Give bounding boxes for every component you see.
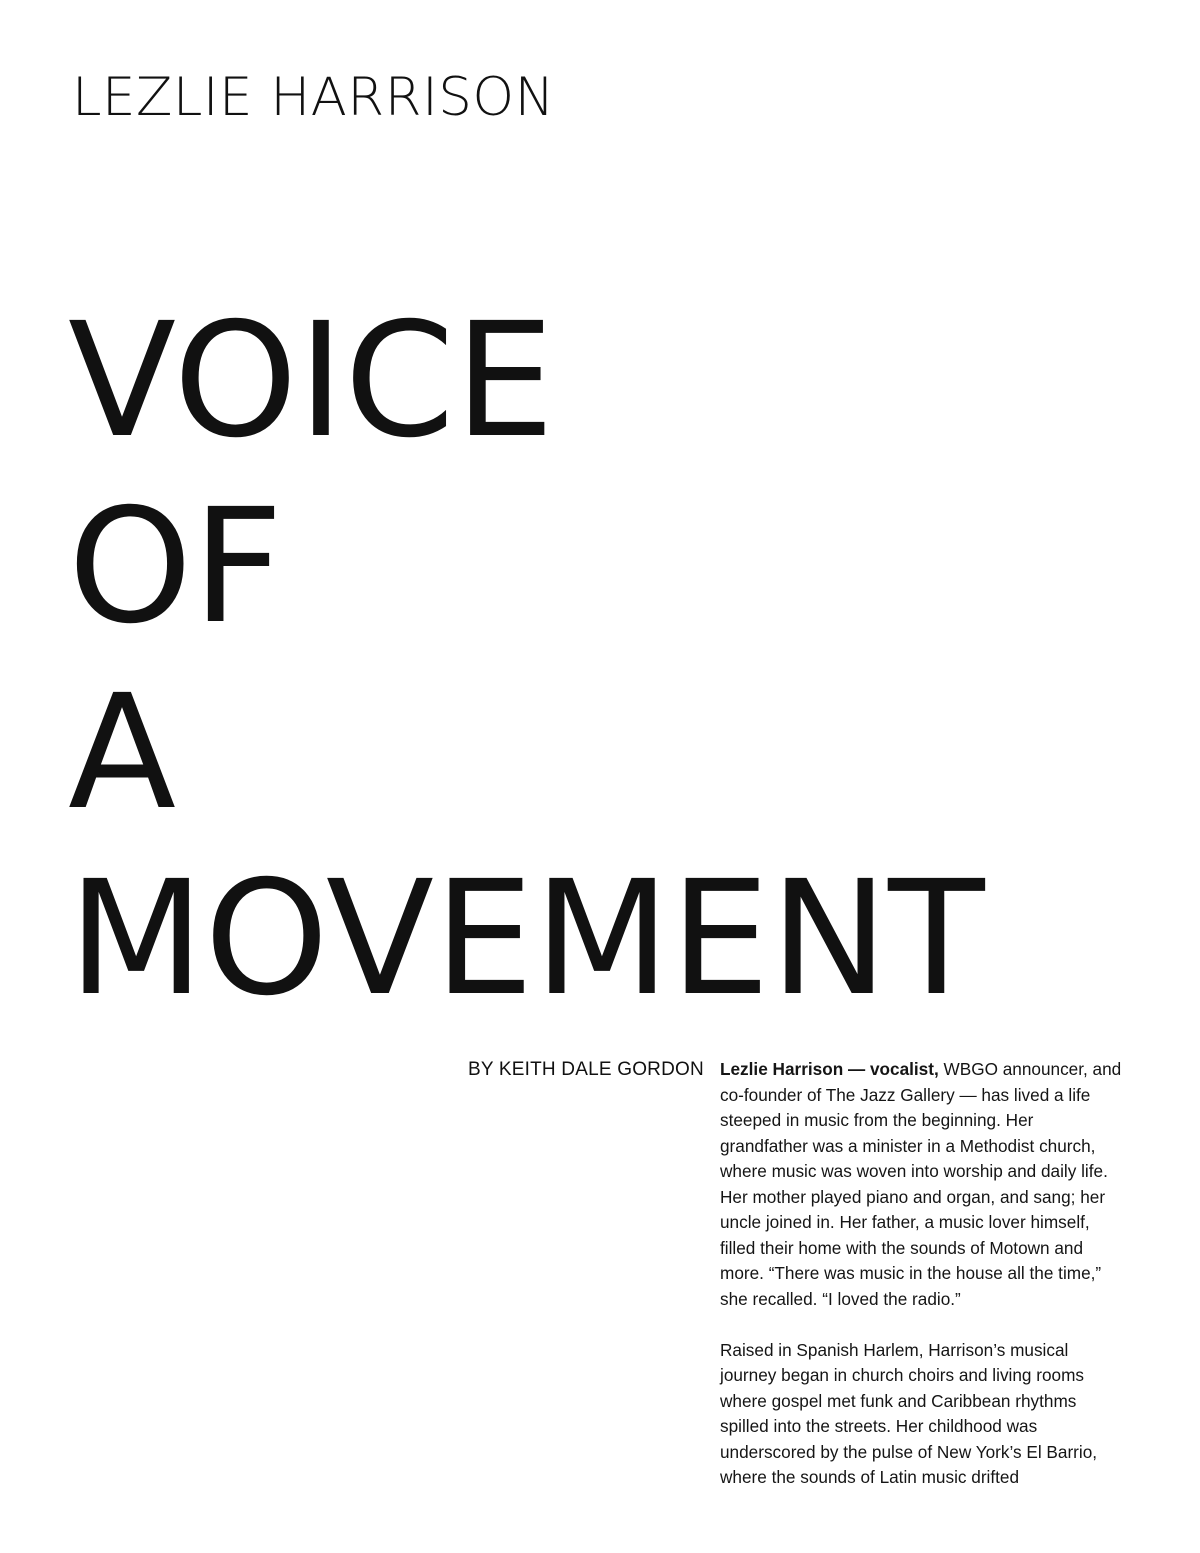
headline-line-3: A xyxy=(68,661,177,845)
headline-line-2: OF xyxy=(68,475,284,659)
lead-in: Lezlie Harrison — vocalist, xyxy=(720,1059,939,1079)
headline-line-1: VOICE xyxy=(68,289,555,473)
section-kicker: LEZLIE HARRISON xyxy=(72,67,555,128)
article-headline xyxy=(68,288,985,1032)
headline-line-4: MOVEMENT xyxy=(68,847,985,1031)
body-paragraph-2: Raised in Spanish Harlem, Harrison’s musical journey began in church choirs and living rooms where gospel met funk and Caribbean rhythms spilled into the streets. Her childhood was underscored by the pulse of New York’s El Barrio, where the sounds of Latin music drifted xyxy=(720,1339,1098,1487)
paragraph-1-text: WBGO announcer, and co-founder of The Jazz Gallery — has lived a life steeped in music from the beginning. Her grandfather was a minister in a Methodist church, where music was woven into worship and daily life. Her mother played piano and organ, and sang; her uncle joined in. Her father, a music lover himself, filled their home with the sounds of Motown and more. “There was music in the house all the time,” she recalled. “I loved the radio.” xyxy=(720,1059,1122,1309)
body-paragraph-1 xyxy=(720,1057,1125,1312)
article-body xyxy=(720,1057,1125,1516)
byline: BY KEITH DALE GORDON xyxy=(468,1059,704,1080)
